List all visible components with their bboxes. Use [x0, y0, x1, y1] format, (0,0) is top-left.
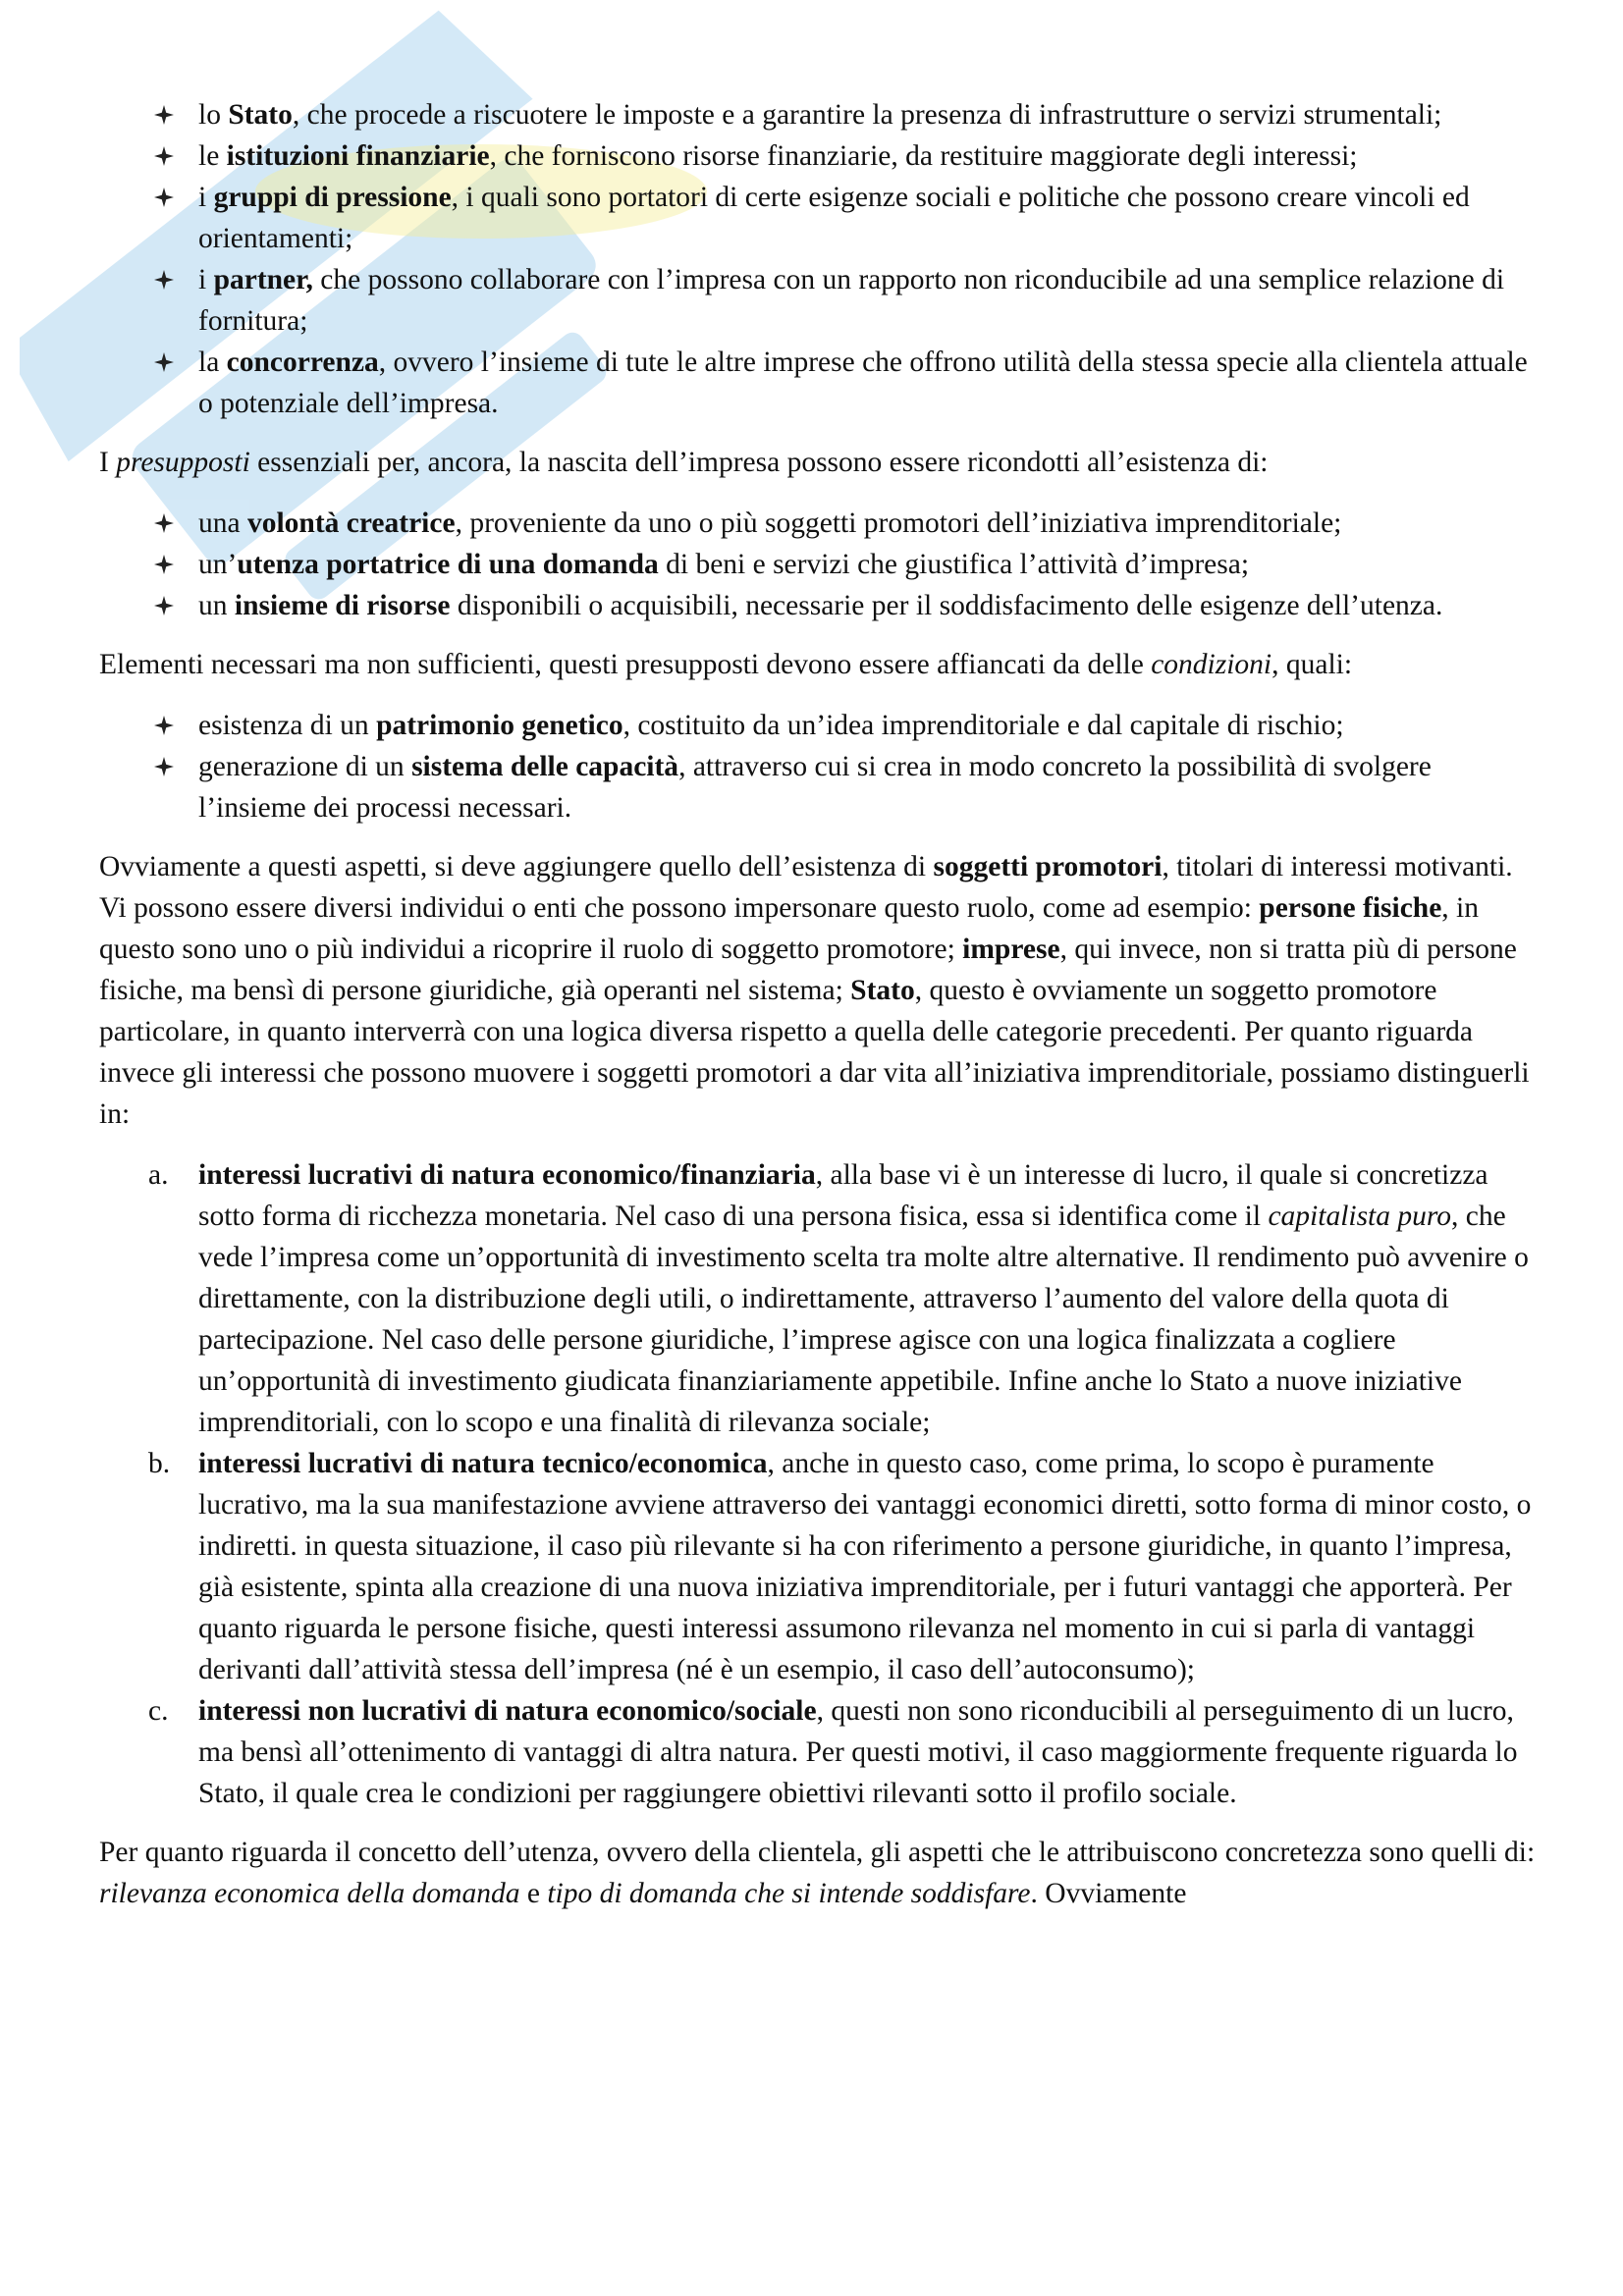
list-marker: c.: [148, 1695, 169, 1727]
paragraph-text: , quali:: [1271, 649, 1353, 680]
item-keyword: interessi lucrativi di natura economico/finanziaria: [198, 1159, 816, 1191]
item-keyword: partner,: [213, 264, 313, 295]
list-item: [99, 705, 1538, 746]
item-prefix: un’: [198, 549, 238, 580]
list-marker: b.: [148, 1448, 171, 1479]
list-item: [99, 177, 1538, 259]
item-text: che possono collaborare con l’impresa con un rapporto non riconducibile ad una semplice relazione di fornitura;: [198, 264, 1505, 337]
diamond-bullet-icon: [150, 259, 178, 300]
item-text: , attraverso cui si crea in modo concreto la possibilità di svolgere l’insieme dei processi necessari.: [198, 751, 1432, 824]
item-text: di beni e servizi che giustifica l’attività d’impresa;: [658, 549, 1250, 580]
list-item: [99, 135, 1538, 177]
item-text: disponibili o acquisibili, necessarie per il soddisfacimento delle esigenze dell’utenza.: [450, 590, 1443, 621]
item-keyword: utenza portatrice di una domanda: [237, 549, 659, 580]
italic-term: capitalista puro: [1268, 1201, 1452, 1232]
item-keyword: interessi non lucrativi di natura economico/sociale: [198, 1695, 817, 1727]
item-text: , alla base vi è un interesse di lucro, il quale si concretizza sotto forma di ricchezza monetaria. Nel caso di una persona fisica, essa si identifica come il: [198, 1159, 1488, 1232]
bold-term: Stato: [850, 975, 915, 1006]
list-item: [99, 342, 1538, 424]
item-prefix: lo: [198, 99, 229, 131]
diamond-bullet-icon: [150, 94, 178, 135]
item-keyword: volontà creatrice: [246, 507, 456, 539]
bullet-list-presupposti: [99, 503, 1538, 626]
item-text: , che procede a riscuotere le imposte e a garantire la presenza di infrastrutture o servizi strumentali;: [292, 99, 1442, 131]
diamond-bullet-icon: [150, 135, 178, 177]
item-prefix: le: [198, 140, 227, 172]
item-keyword: sistema delle capacità: [411, 751, 679, 782]
bold-term: soggetti promotori: [933, 851, 1163, 882]
paragraph-text: , in questo sono uno o più individui a ricoprire il ruolo di soggetto promotore;: [99, 892, 1479, 965]
bullet-list-stakeholders: [99, 94, 1538, 424]
italic-term: condizioni: [1151, 649, 1272, 680]
diamond-bullet-icon: [150, 342, 178, 383]
item-keyword: istituzioni finanziarie: [226, 140, 490, 172]
italic-term: rilevanza economica della domanda: [99, 1878, 520, 1909]
paragraph-text: Elementi necessari ma non sufficienti, questi presupposti devono essere affiancati da delle: [99, 649, 1152, 680]
diamond-bullet-icon: [150, 746, 178, 787]
diamond-bullet-icon: [150, 585, 178, 626]
document-body: [99, 94, 1538, 1914]
item-keyword: interessi lucrativi di natura tecnico/economica: [198, 1448, 768, 1479]
item-text: , anche in questo caso, come prima, lo scopo è puramente lucrativo, ma la sua manifestazione avviene attraverso dei vantaggi economici diretti, sotto forma di minor costo, o indiretti. in questa situazione, il caso più rilevante si ha con riferimento a persone giuridiche, in quanto l’impresa, già esistente, spinta alla creazione di una nuova iniziativa imprenditoriale, per i futuri vantaggi che apporterà. Per quanto riguarda le persone fisiche, questi interessi assumono rilevanza nel momento in cui si parla di vantaggi derivanti dall’attività stessa dell’impresa (né è un esempio, il caso dell’autoconsumo);: [198, 1448, 1532, 1685]
lettered-list-interessi: [99, 1154, 1538, 1814]
diamond-bullet-icon: [150, 544, 178, 585]
list-marker: a.: [148, 1159, 169, 1191]
paragraph-utenza: [99, 1832, 1538, 1914]
item-prefix: la: [198, 347, 227, 378]
item-prefix: i: [198, 182, 214, 213]
diamond-bullet-icon: [150, 177, 178, 218]
list-item: [99, 503, 1538, 544]
list-item: [99, 746, 1538, 828]
item-text: , che vede l’impresa come un’opportunità di investimento scelta tra molte altre alternative. Il rendimento può avvenire o direttamente, con la distribuzione degli utili, o indirettamente, attraverso l’aumento del valore della quota di partecipazione. Nel caso delle persone giuridiche, l’imprese agisce con una logica finalizzata a cogliere un’opportunità di investimento giudicata finanziariamente appetibile. Infine anche lo Stato a nuove iniziative imprenditoriali, con lo scopo e una finalità di rilevanza sociale;: [198, 1201, 1529, 1438]
bullet-list-condizioni: [99, 705, 1538, 828]
list-item: [99, 1154, 1538, 1443]
italic-term: tipo di domanda che si intende soddisfare: [547, 1878, 1031, 1909]
paragraph-text: , qui invece, non si tratta più di persone fisiche, ma bensì di persone giuridiche, già operanti nel sistema;: [99, 934, 1517, 1006]
item-prefix: generazione di un: [198, 751, 412, 782]
item-text: , ovvero l’insieme di tute le altre imprese che offrono utilità della stessa specie alla clientela attuale o potenziale dell’impresa.: [198, 347, 1528, 419]
paragraph-text: Per quanto riguarda il concetto dell’utenza, ovvero della clientela, gli aspetti che le attribuiscono concretezza sono quelli di:: [99, 1837, 1536, 1868]
item-text: , costituito da un’idea imprenditoriale e dal capitale di rischio;: [622, 710, 1344, 741]
paragraph-text: I: [99, 447, 117, 478]
item-keyword: patrimonio genetico: [376, 710, 623, 741]
list-item: [99, 259, 1538, 342]
list-item: [99, 94, 1538, 135]
item-prefix: un: [198, 590, 235, 621]
paragraph-condizioni: [99, 644, 1538, 685]
bold-term: imprese: [962, 934, 1060, 965]
item-text: , questi non sono riconducibili al perseguimento di un lucro, ma bensì all’ottenimento di vantaggi di altra natura. Per questi motivi, il caso maggiormente frequente riguarda lo Stato, il quale crea le condizioni per raggiungere obiettivi rilevanti sotto il profilo sociale.: [198, 1695, 1518, 1809]
item-text: , i quali sono portatori di certe esigenze sociali e politiche che possono creare vincoli ed orientamenti;: [198, 182, 1470, 254]
item-keyword: gruppi di pressione: [213, 182, 452, 213]
italic-term: presupposti: [116, 447, 250, 478]
item-prefix: i: [198, 264, 214, 295]
bold-term: persone fisiche: [1259, 892, 1442, 924]
list-item: [99, 1443, 1538, 1690]
item-text: , proveniente da uno o più soggetti promotori dell’iniziativa imprenditoriale;: [455, 507, 1342, 539]
list-item: [99, 1690, 1538, 1814]
list-item: [99, 585, 1538, 626]
item-keyword: Stato: [228, 99, 293, 131]
paragraph-text: essenziali per, ancora, la nascita dell’impresa possono essere ricondotti all’esistenza di:: [249, 447, 1269, 478]
paragraph-text: , questo è ovviamente un soggetto promotore particolare, in quanto interverrà con una logica diversa rispetto a quella delle categorie precedenti. Per quanto riguarda invece gli interessi che possono muovere i soggetti promotori a dar vita all’iniziativa imprenditoriale, possiamo distinguerli in:: [99, 975, 1530, 1130]
diamond-bullet-icon: [150, 503, 178, 544]
paragraph-text: Ovviamente a questi aspetti, si deve aggiungere quello dell’esistenza di: [99, 851, 934, 882]
item-text: , che forniscono risorse finanziarie, da restituire maggiorate degli interessi;: [489, 140, 1358, 172]
paragraph-presupposti: [99, 442, 1538, 483]
paragraph-text: . Ovviamente: [1030, 1878, 1187, 1909]
diamond-bullet-icon: [150, 705, 178, 746]
item-keyword: insieme di risorse: [234, 590, 451, 621]
item-prefix: una: [198, 507, 247, 539]
paragraph-text: , titolari di interessi motivanti. Vi possono essere diversi individui o enti che possono impersonare questo ruolo, come ad esempio:: [99, 851, 1513, 924]
item-keyword: concorrenza: [226, 347, 379, 378]
paragraph-soggetti-promotori: [99, 846, 1538, 1135]
paragraph-text: e: [519, 1878, 548, 1909]
list-item: [99, 544, 1538, 585]
item-prefix: esistenza di un: [198, 710, 377, 741]
